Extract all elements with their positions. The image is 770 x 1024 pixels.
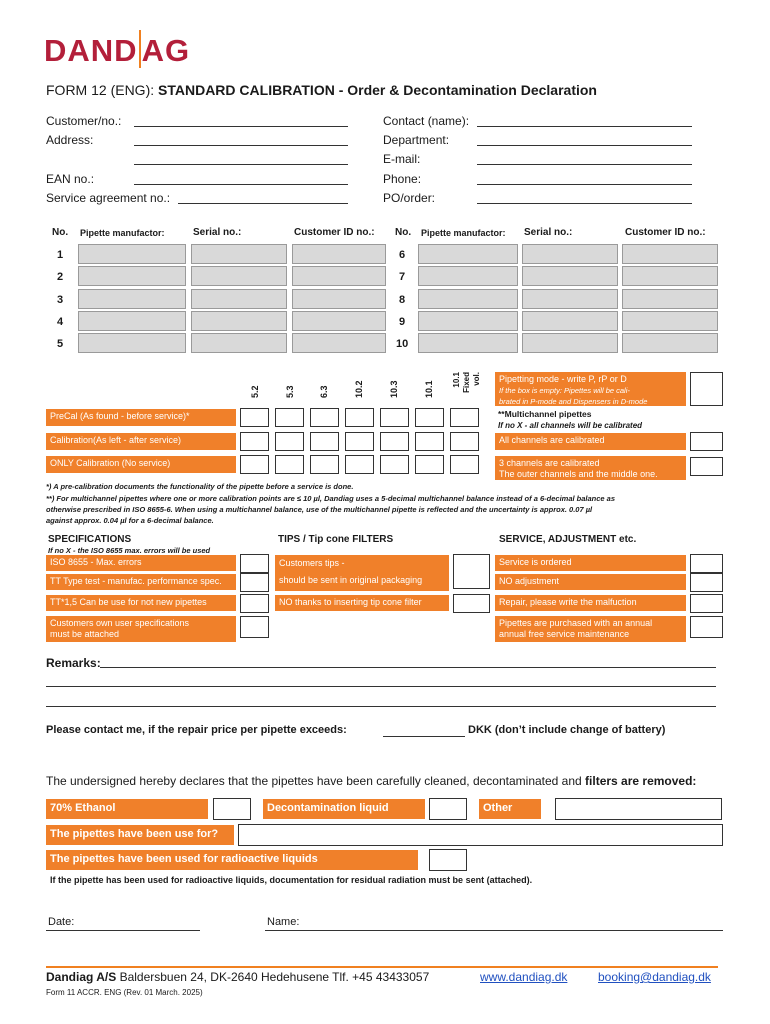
service-ordered-checkbox[interactable] bbox=[690, 554, 723, 573]
used-for-field[interactable] bbox=[238, 824, 723, 846]
spec-iso: ISO 8655 - Max. errors bbox=[46, 555, 236, 571]
header-serial-right: Serial no.: bbox=[524, 227, 573, 238]
radioactive-checkbox[interactable] bbox=[429, 849, 467, 871]
fixed-b: Fixed bbox=[462, 372, 471, 393]
ethanol-label: 70% Ethanol bbox=[46, 799, 208, 819]
checkbox[interactable] bbox=[310, 455, 339, 474]
service-ordered: Service is ordered bbox=[495, 555, 686, 571]
col-label-fixed-vol bbox=[452, 372, 492, 404]
manufacturer-cell[interactable] bbox=[418, 311, 518, 331]
customer-id-cell[interactable] bbox=[622, 289, 718, 309]
repair-checkbox[interactable] bbox=[690, 594, 723, 613]
spec-tt-checkbox[interactable] bbox=[240, 573, 269, 592]
row-number: 5 bbox=[57, 338, 64, 350]
precal-label: PreCal (As found - before service)* bbox=[46, 409, 236, 426]
title-bold: STANDARD CALIBRATION - Order & Decontamination Declaration bbox=[158, 82, 597, 98]
declaration-bold: filters are removed: bbox=[585, 774, 697, 788]
serial-cell[interactable] bbox=[522, 289, 618, 309]
contact-field[interactable] bbox=[477, 114, 692, 127]
contact-label: Contact (name): bbox=[383, 114, 470, 128]
header-no-right: No. bbox=[395, 227, 412, 238]
pipetting-mode-box bbox=[495, 372, 686, 406]
col-label-10-1: 10.1 bbox=[424, 380, 434, 398]
all-channels-label: All channels are calibrated bbox=[495, 433, 686, 450]
spec-iso-checkbox[interactable] bbox=[240, 554, 269, 573]
row-number: 6 bbox=[399, 249, 406, 261]
serial-cell[interactable] bbox=[191, 289, 287, 309]
checkbox[interactable] bbox=[240, 408, 269, 427]
po-field[interactable] bbox=[477, 191, 692, 204]
decon-liquid-checkbox[interactable] bbox=[429, 798, 467, 820]
service-title: SERVICE, ADJUSTMENT etc. bbox=[499, 534, 637, 545]
header-customer-id-right: Customer ID no.: bbox=[625, 227, 706, 238]
col-label-5-2: 5.2 bbox=[250, 385, 260, 398]
no-adjustment-checkbox[interactable] bbox=[690, 573, 723, 592]
checkbox[interactable] bbox=[310, 432, 339, 451]
used-for-label: The pipettes have been use for? bbox=[46, 825, 234, 845]
checkbox[interactable] bbox=[345, 455, 374, 474]
row-number: 8 bbox=[399, 294, 406, 306]
three-channels-box bbox=[495, 456, 686, 480]
serial-cell[interactable] bbox=[522, 333, 618, 353]
customer-id-cell[interactable] bbox=[292, 333, 386, 353]
row-number: 9 bbox=[399, 316, 406, 328]
manufacturer-cell[interactable] bbox=[78, 266, 186, 286]
header-manufacturer-left: Pipette manufactor: bbox=[80, 228, 165, 238]
serial-cell[interactable] bbox=[191, 311, 287, 331]
logo-right: AG bbox=[141, 33, 191, 68]
calibration-label: Calibration(As left - after service) bbox=[46, 433, 236, 450]
date-field[interactable] bbox=[46, 929, 200, 931]
dandiag-logo bbox=[44, 30, 190, 69]
manufacturer-cell[interactable] bbox=[418, 244, 518, 264]
footer-address: Baldersbuen 24, DK-2640 Hedehusene Tlf. +45 43433057 bbox=[116, 970, 430, 984]
phone-field[interactable] bbox=[477, 172, 692, 185]
radioactive-label: The pipettes have been used for radioactive liquids bbox=[46, 850, 418, 870]
customer-id-cell[interactable] bbox=[622, 333, 718, 353]
customer-id-cell[interactable] bbox=[292, 266, 386, 286]
repair: Repair, please write the malfuction bbox=[495, 595, 686, 611]
multichannel-title: **Multichannel pipettes bbox=[498, 409, 592, 419]
tips-checkbox[interactable] bbox=[453, 554, 490, 589]
footer-company: Dandiag A/S bbox=[46, 970, 117, 984]
title-prefix: FORM 12 (ENG): bbox=[46, 82, 159, 98]
col-label-5-3: 5.3 bbox=[285, 385, 295, 398]
serial-cell[interactable] bbox=[191, 266, 287, 286]
footer-divider bbox=[46, 966, 718, 968]
checkbox[interactable] bbox=[345, 408, 374, 427]
manufacturer-cell[interactable] bbox=[78, 289, 186, 309]
repair-price-suffix: DKK (don’t include change of battery) bbox=[468, 724, 666, 736]
manufacturer-cell[interactable] bbox=[418, 289, 518, 309]
tips-line1: Customers tips - bbox=[279, 558, 345, 568]
tips-title: TIPS / Tip cone FILTERS bbox=[278, 534, 394, 545]
customer-id-cell[interactable] bbox=[292, 244, 386, 264]
address-label: Address: bbox=[46, 133, 94, 147]
pipetting-mode-title: Pipetting mode - write P, rP or D bbox=[499, 374, 627, 384]
serial-cell[interactable] bbox=[191, 333, 287, 353]
multichannel-sub: If no X - all channels will be calibrated bbox=[498, 421, 643, 430]
address-field-1[interactable] bbox=[134, 133, 348, 146]
serial-cell[interactable] bbox=[522, 311, 618, 331]
checkbox[interactable] bbox=[240, 432, 269, 451]
checkbox[interactable] bbox=[415, 455, 444, 474]
other-field[interactable] bbox=[555, 798, 722, 820]
col-label-10-2: 10.2 bbox=[354, 380, 364, 398]
service-agreement-field[interactable] bbox=[178, 191, 348, 204]
spec-own-checkbox[interactable] bbox=[240, 616, 269, 638]
ean-field[interactable] bbox=[134, 172, 348, 185]
declaration-text bbox=[46, 774, 696, 788]
checkbox[interactable] bbox=[380, 432, 409, 451]
fixed-a: 10.1 bbox=[452, 372, 461, 388]
manufacturer-cell[interactable] bbox=[418, 266, 518, 286]
footnote-2a: **) For multichannel pipettes where one or more calibration points are ≤ 10 µl, Dandiag uses a 5-decimal multichannel balance instead of a 6-decimal balance as bbox=[46, 494, 616, 503]
tips-line2: should be sent in original packaging bbox=[279, 575, 423, 585]
checkbox[interactable] bbox=[240, 455, 269, 474]
manufacturer-cell[interactable] bbox=[78, 311, 186, 331]
repair-price-text: Please contact me, if the repair price per pipette exceeds: bbox=[46, 724, 347, 736]
department-field[interactable] bbox=[477, 133, 692, 146]
manufacturer-cell[interactable] bbox=[78, 244, 186, 264]
customer-label: Customer/no.: bbox=[46, 114, 122, 128]
three-channels-line2: The outer channels and the middle one. bbox=[499, 469, 658, 479]
manufacturer-cell[interactable] bbox=[418, 333, 518, 353]
name-label: Name: bbox=[267, 916, 300, 928]
spec-own-line1: Customers own user specifications bbox=[50, 618, 190, 628]
tips-box bbox=[275, 555, 449, 591]
customer-id-cell[interactable] bbox=[622, 311, 718, 331]
form-title bbox=[46, 82, 597, 98]
spec-own-box bbox=[46, 616, 236, 642]
specs-sub: If no X - the ISO 8655 max. errors will be used bbox=[48, 546, 211, 555]
header-serial-left: Serial no.: bbox=[193, 227, 242, 238]
header-no-left: No. bbox=[52, 227, 69, 238]
footnote-2b: otherwise prescribed in ISO 8655-6. When using a multichannel balance, use of the multichannel pipette is reflected and the uncertainty is approx. 0.07 µl bbox=[46, 505, 593, 514]
serial-cell[interactable] bbox=[522, 266, 618, 286]
po-label: PO/order: bbox=[383, 191, 436, 205]
row-number: 1 bbox=[57, 249, 64, 261]
manufacturer-cell[interactable] bbox=[78, 333, 186, 353]
annual-line1: Pipettes are purchased with an annual bbox=[499, 618, 653, 628]
header-customer-id-left: Customer ID no.: bbox=[294, 227, 375, 238]
remarks-line-2[interactable] bbox=[46, 674, 716, 687]
declaration-main: The undersigned hereby declares that the pipettes have been carefully cleaned, decontaminated and bbox=[46, 774, 586, 788]
footer-form-id: Form 11 ACCR. ENG (Rev. 01 March. 2025) bbox=[46, 988, 203, 997]
three-channels-line1: 3 channels are calibrated bbox=[499, 458, 600, 468]
repair-price-field[interactable] bbox=[383, 724, 465, 737]
checkbox[interactable] bbox=[380, 408, 409, 427]
annual-box bbox=[495, 616, 686, 642]
fixed-c: vol. bbox=[472, 372, 481, 386]
row-number: 4 bbox=[57, 316, 64, 328]
footer-company-line bbox=[46, 970, 429, 984]
customer-id-cell[interactable] bbox=[622, 266, 718, 286]
spec-tt15: TT*1,5 Can be use for not new pipettes bbox=[46, 595, 236, 611]
pipetting-mode-desc2: brated in P-mode and Dispensers in D-mode bbox=[499, 397, 648, 406]
spec-own-line2: must be attached bbox=[50, 629, 120, 639]
checkbox[interactable] bbox=[450, 408, 479, 427]
annual-checkbox[interactable] bbox=[690, 616, 723, 638]
service-agreement-label: Service agreement no.: bbox=[46, 191, 171, 205]
pipetting-mode-desc1: If the box is empty: Pipettes will be cali- bbox=[499, 386, 630, 395]
checkbox[interactable] bbox=[450, 432, 479, 451]
phone-label: Phone: bbox=[383, 172, 422, 186]
customer-id-cell[interactable] bbox=[292, 311, 386, 331]
customer-field[interactable] bbox=[134, 114, 348, 127]
name-field[interactable] bbox=[265, 929, 723, 931]
ethanol-checkbox[interactable] bbox=[213, 798, 251, 820]
email-field[interactable] bbox=[477, 152, 692, 165]
row-number: 10 bbox=[396, 338, 409, 350]
serial-cell[interactable] bbox=[191, 244, 287, 264]
annual-line2: annual free service maintenance bbox=[499, 629, 630, 639]
footer-website-link[interactable]: www.dandiag.dk bbox=[480, 970, 568, 984]
checkbox[interactable] bbox=[275, 408, 304, 427]
checkbox[interactable] bbox=[415, 408, 444, 427]
customer-id-cell[interactable] bbox=[292, 289, 386, 309]
col-label-6-3: 6.3 bbox=[319, 385, 329, 398]
ean-label: EAN no.: bbox=[46, 172, 95, 186]
radioactive-note: If the pipette has been used for radioactive liquids, documentation for residual radiation must be sent (attached). bbox=[50, 875, 533, 885]
checkbox[interactable] bbox=[345, 432, 374, 451]
checkbox[interactable] bbox=[310, 408, 339, 427]
other-label: Other bbox=[479, 799, 541, 819]
remarks-line-3[interactable] bbox=[46, 694, 716, 707]
checkbox[interactable] bbox=[275, 432, 304, 451]
decon-liquid-label: Decontamination liquid bbox=[263, 799, 425, 819]
checkbox[interactable] bbox=[380, 455, 409, 474]
logo-left: DAND bbox=[44, 33, 138, 68]
remarks-line-1[interactable] bbox=[100, 655, 716, 668]
remarks-label: Remarks: bbox=[46, 656, 101, 670]
customer-id-cell[interactable] bbox=[622, 244, 718, 264]
row-number: 7 bbox=[399, 271, 406, 283]
tips-nothanks: NO thanks to inserting tip cone filter bbox=[275, 595, 449, 611]
specs-title: SPECIFICATIONS bbox=[48, 534, 132, 545]
department-label: Department: bbox=[383, 133, 450, 147]
footnote-2c: against approx. 0.04 µl for a 6-decimal balance. bbox=[46, 516, 214, 525]
tips-nothanks-checkbox[interactable] bbox=[453, 594, 490, 613]
header-manufacturer-right: Pipette manufactor: bbox=[421, 228, 506, 238]
three-channels-checkbox[interactable] bbox=[690, 457, 723, 476]
email-label: E-mail: bbox=[383, 152, 421, 166]
all-channels-checkbox[interactable] bbox=[690, 432, 723, 451]
date-label: Date: bbox=[48, 916, 75, 928]
address-field-2[interactable] bbox=[134, 152, 348, 165]
footnote-1: *) A pre-calibration documents the functionality of the pipette before a service is done. bbox=[46, 482, 354, 491]
row-number: 3 bbox=[57, 294, 64, 306]
spec-tt: TT Type test - manufac. performance spec. bbox=[46, 574, 236, 590]
serial-cell[interactable] bbox=[522, 244, 618, 264]
only-calibration-label: ONLY Calibration (No service) bbox=[46, 456, 236, 473]
checkbox[interactable] bbox=[450, 455, 479, 474]
col-label-10-3: 10.3 bbox=[389, 380, 399, 398]
row-number: 2 bbox=[57, 271, 64, 283]
checkbox[interactable] bbox=[415, 432, 444, 451]
logo-bar bbox=[139, 30, 141, 68]
checkbox[interactable] bbox=[275, 455, 304, 474]
footer-email-link[interactable]: booking@dandiag.dk bbox=[598, 970, 711, 984]
pipetting-mode-input[interactable] bbox=[690, 372, 723, 406]
spec-tt15-checkbox[interactable] bbox=[240, 594, 269, 613]
no-adjustment: NO adjustment bbox=[495, 574, 686, 590]
